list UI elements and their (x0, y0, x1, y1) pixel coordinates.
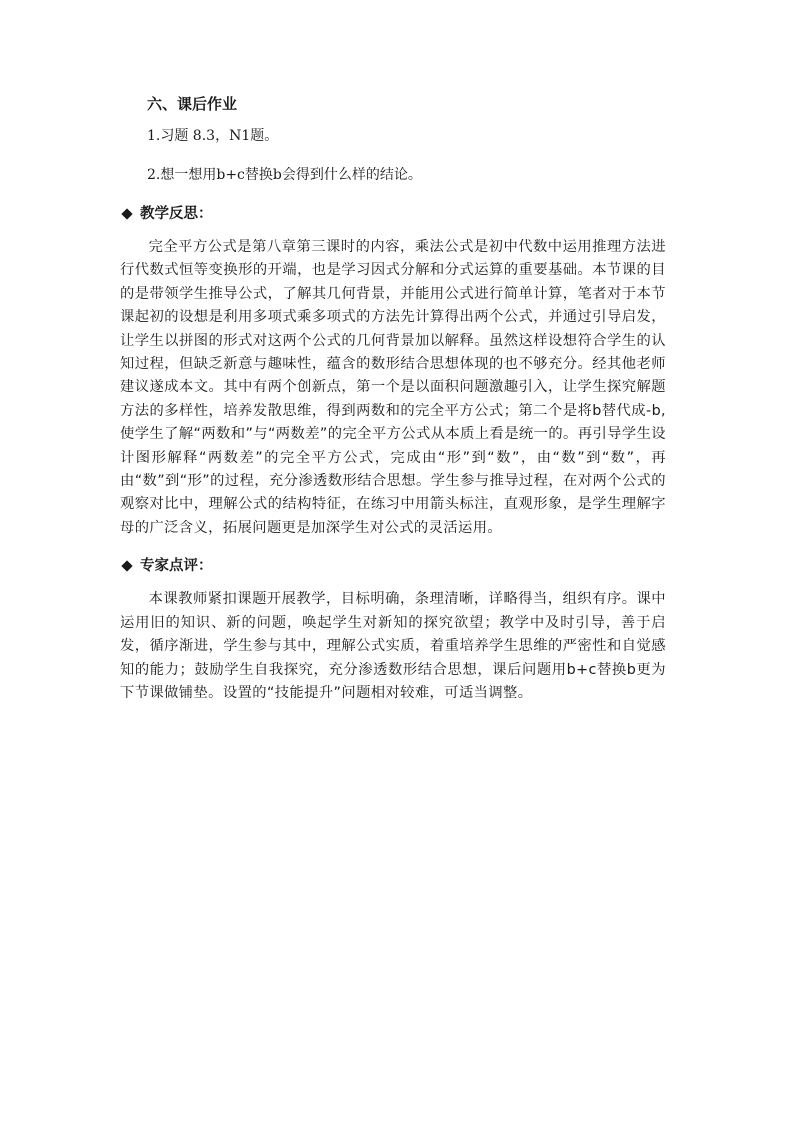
expert-heading: 专家点评： (140, 558, 213, 575)
homework-item-2: 2.想一想用b+c替换b会得到什么样的结论。 (147, 167, 422, 183)
expert-paragraph: 本课教师紧扣课题开展教学，目标明确，条理清晰，详略得当，组织有序。课中运用旧的知识、新的问题，唤起学生对新知的探究欲望；教学中及时引导，善于启发，循序渐进，学生参与其中，理解公式实质，着重培养学生思维的严密性和自觉感知的能力；鼓励学生自我探究，充分渗透数形结合思想，课后问题用b+c替换b更为下节课做铺垫。设置的“技能提升”问题相对较难，可适当调整。 (120, 591, 666, 701)
document-content (120, 92, 666, 719)
reflection-heading: 教学反思： (140, 206, 213, 222)
reflection-heading-row (120, 202, 666, 226)
homework-heading: 六、课后作业 (147, 95, 238, 113)
homework-item-1: 1.习题 8.3，N1题。 (147, 128, 279, 144)
reflection-paragraph: 完全平方公式是第八章第三课时的内容，乘法公式是初中代数中运用推理方法进行代数式恒等变换形的开端，也是学习因式分解和分式运算的重要基础。本节课的目的是带领学生推导公式，了解其几何背景，并能用公式进行简单计算，笔者对于本节课起初的设想是利用多项式乘多项式的方法先计算得出两个公式，并通过引导启发，让学生以拼图的形式对这两个公式的几何背景加以解释。虽然这样设想符合学生的认知过程，但缺乏新意与趣味性，蕴含的数形结合思想体现的也不够充分。经其他老师建议遂成本文。其中有两个创新点，第一个是以面积问题激趣引入，让学生探究解题方法的多样性，培养发散思维，得到两数和的完全平方公式；第二个是将b替代成-b,使学生了解“两数和”与“两数差”的完全平方公式从本质上看是统一的。再引导学生设计图形解释“两数差”的完全平方公式，完成由“形”到“数”，由“数”到“数”，再由“数”到“形”的过程，充分渗透数形结合思想。学生参与推导过程，在对两个公式的观察对比中，理解公式的结构特征，在练习中用箭头标注，直观形象，是学生理解字母的广泛含义，拓展问题更是加深学生对公式的灵活运用。 (120, 239, 666, 536)
diamond-bullet-icon (121, 561, 132, 572)
expert-heading-row (120, 554, 666, 578)
diamond-bullet-icon (121, 208, 132, 219)
